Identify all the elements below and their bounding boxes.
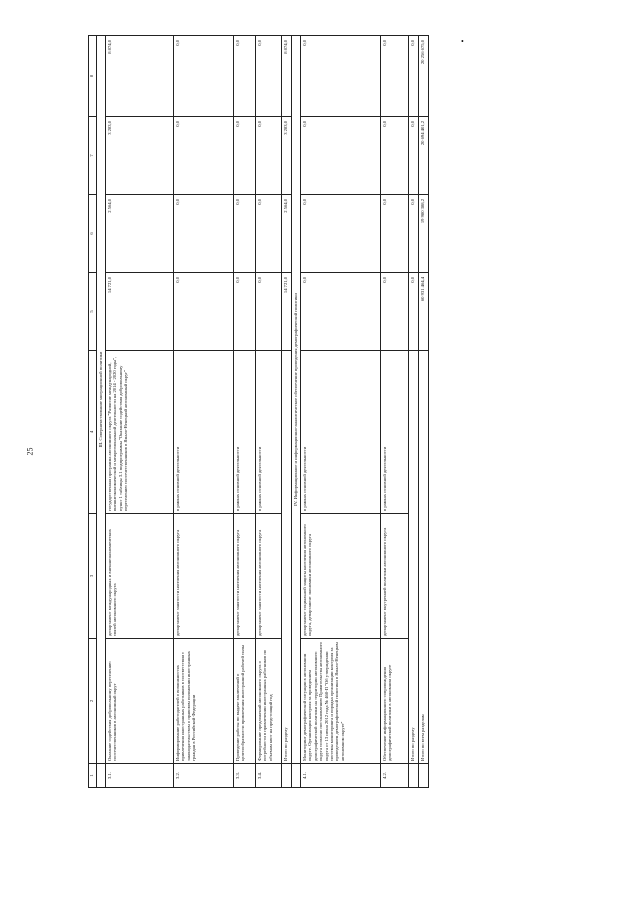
amount-total: 0,0 xyxy=(234,273,256,351)
subtotal-total: 14 721,0 xyxy=(282,273,292,351)
amount-total: 14 721,0 xyxy=(106,273,174,351)
subtotal-year-2: 3 283,0 xyxy=(282,117,292,195)
amount-year-2: 0,0 xyxy=(234,117,256,195)
measure-name: Мониторинг демографической ситуации в автономном округе. Организация контроля за проведением демографической политики на территории автономного округа согласно постановлению Правительства автономного округа от 13 июня 2012 года № 468-П "Об утверждении системы мониторинга и порядка организации контроля за проведением демографической политики в Ямало-Ненецком автономном округе" xyxy=(301,639,381,764)
subtotal-year-1: 2 564,0 xyxy=(282,195,292,273)
header-col-8: 8 xyxy=(89,36,97,117)
amount-year-2: 0,0 xyxy=(381,117,409,195)
section-4-title: IV. Информационное и информационно-аналитическое обеспечение проведения демографической политики xyxy=(292,36,301,764)
subtotal-year-3: 0,0 xyxy=(409,36,419,117)
header-col-3: 3 xyxy=(89,514,97,639)
table-row xyxy=(234,36,256,788)
amount-year-3: 8 874,0 xyxy=(106,36,174,117)
row-number: 4.1. xyxy=(301,764,381,788)
grand-total-year-3: 20 256 675,0 xyxy=(419,36,429,117)
header-col-6: 6 xyxy=(89,195,97,273)
amount-year-3: 0,0 xyxy=(381,36,409,117)
amount-year-1: 0,0 xyxy=(256,195,282,273)
funding-source: в рамках основной деятельности xyxy=(381,351,409,514)
table-row xyxy=(381,36,409,788)
amount-year-3: 0,0 xyxy=(301,36,381,117)
funding-source: государственная программа автономного округа "Развитие международной, внешнеэкономической и межрегиональной деятельности на 2014 - 2020 годы", пункт 1 таблицы 3.1 подпрограммы "Оказание содействия добровольному переселению соотечественников в Ямало-Ненецкий автономный округ" xyxy=(106,351,174,514)
executor: департамент социальной защиты населения автономного округа, департамент экономики автономного округа xyxy=(301,514,381,639)
funding-source: в рамках основной деятельности xyxy=(256,351,282,514)
section-4-title-row xyxy=(292,36,301,788)
funding-source: в рамках основной деятельности xyxy=(174,351,234,514)
amount-year-1: 0,0 xyxy=(381,195,409,273)
row-number: 3.3. xyxy=(234,764,256,788)
row-number: 3.4. xyxy=(256,764,282,788)
row-number: 4.2. xyxy=(381,764,409,788)
funding-source: в рамках основной деятельности xyxy=(301,351,381,514)
grand-total-total: 60 931 464,4 xyxy=(419,273,429,351)
amount-total: 0,0 xyxy=(256,273,282,351)
executor: департамент занятости населения автономного округа xyxy=(234,514,256,639)
executor: департамент занятости населения автономного округа xyxy=(174,514,234,639)
table-row xyxy=(174,36,234,788)
rotated-table-wrapper xyxy=(88,36,444,788)
amount-year-1: 0,0 xyxy=(174,195,234,273)
funding-source: в рамках основной деятельности xyxy=(234,351,256,514)
subtotal-label: Итого по разделу xyxy=(282,351,292,764)
corner-mark: • xyxy=(461,37,464,46)
measure-name: Обеспечение информационного сопровождения демографической политики в автономном округе xyxy=(381,639,409,764)
header-col-7: 7 xyxy=(89,117,97,195)
amount-year-3: 0,0 xyxy=(256,36,282,117)
section-3-title-row xyxy=(97,36,106,788)
amount-total: 0,0 xyxy=(174,273,234,351)
amount-year-2: 0,0 xyxy=(256,117,282,195)
subtotal-year-2: 0,0 xyxy=(409,117,419,195)
section-3-title: III. Совершенствование миграционной политики xyxy=(97,36,106,764)
amount-year-3: 0,0 xyxy=(234,36,256,117)
section-4-subtotal-row xyxy=(409,36,419,788)
measure-name: Формирование предложений автономного округа о потребности в привлечении иностранных работников по объемам квот на предстоящий год xyxy=(256,639,282,764)
header-col-4: 4 xyxy=(89,351,97,514)
amount-year-1: 0,0 xyxy=(234,195,256,273)
subtotal-year-3: 8 874,0 xyxy=(282,36,292,117)
header-row xyxy=(89,36,97,788)
grand-total-label: Итого по всем разделам xyxy=(419,351,429,764)
executor: департамент международных и внешнеэкономических связей автономного округа xyxy=(106,514,174,639)
executor: департамент внутренней политики автономного округа xyxy=(381,514,409,639)
section-3-subtotal-row xyxy=(282,36,292,788)
grand-total-row xyxy=(419,36,429,788)
subtotal-label: Итого по разделу xyxy=(409,351,419,764)
subtotal-total: 0,0 xyxy=(409,273,419,351)
header-col-5: 5 xyxy=(89,273,97,351)
measure-name: Проведение работы по выдаче заключений о целесообразности привлечения иностранной рабочей силы xyxy=(234,639,256,764)
row-number: 3.1. xyxy=(106,764,174,788)
amount-year-2: 0,0 xyxy=(174,117,234,195)
row-number: 3.2. xyxy=(174,764,234,788)
program-table xyxy=(88,35,429,788)
header-col-1: 1 xyxy=(89,764,97,788)
amount-total: 0,0 xyxy=(301,273,381,351)
amount-year-1: 2 564,0 xyxy=(106,195,174,273)
grand-total-year-2: 20 694 401,2 xyxy=(419,117,429,195)
page-number: 25 xyxy=(25,447,35,456)
table-row xyxy=(106,36,174,788)
grand-total-year-1: 19 980 388,2 xyxy=(419,195,429,273)
amount-year-3: 0,0 xyxy=(174,36,234,117)
table-row xyxy=(256,36,282,788)
subtotal-year-1: 0,0 xyxy=(409,195,419,273)
measure-name: Информирование работодателей о возможностях привлечения иностранных работников в соответствии с законодательством о правовом положении иностранных граждан в Российской Федерации xyxy=(174,639,234,764)
amount-year-2: 3 283,0 xyxy=(106,117,174,195)
amount-year-1: 0,0 xyxy=(301,195,381,273)
header-col-2: 2 xyxy=(89,639,97,764)
amount-year-2: 0,0 xyxy=(301,117,381,195)
table-row xyxy=(301,36,381,788)
amount-total: 0,0 xyxy=(381,273,409,351)
executor: департамент занятости населения автономного округа xyxy=(256,514,282,639)
measure-name: Оказание содействия добровольному переселению соотечественников в автономный округ xyxy=(106,639,174,764)
